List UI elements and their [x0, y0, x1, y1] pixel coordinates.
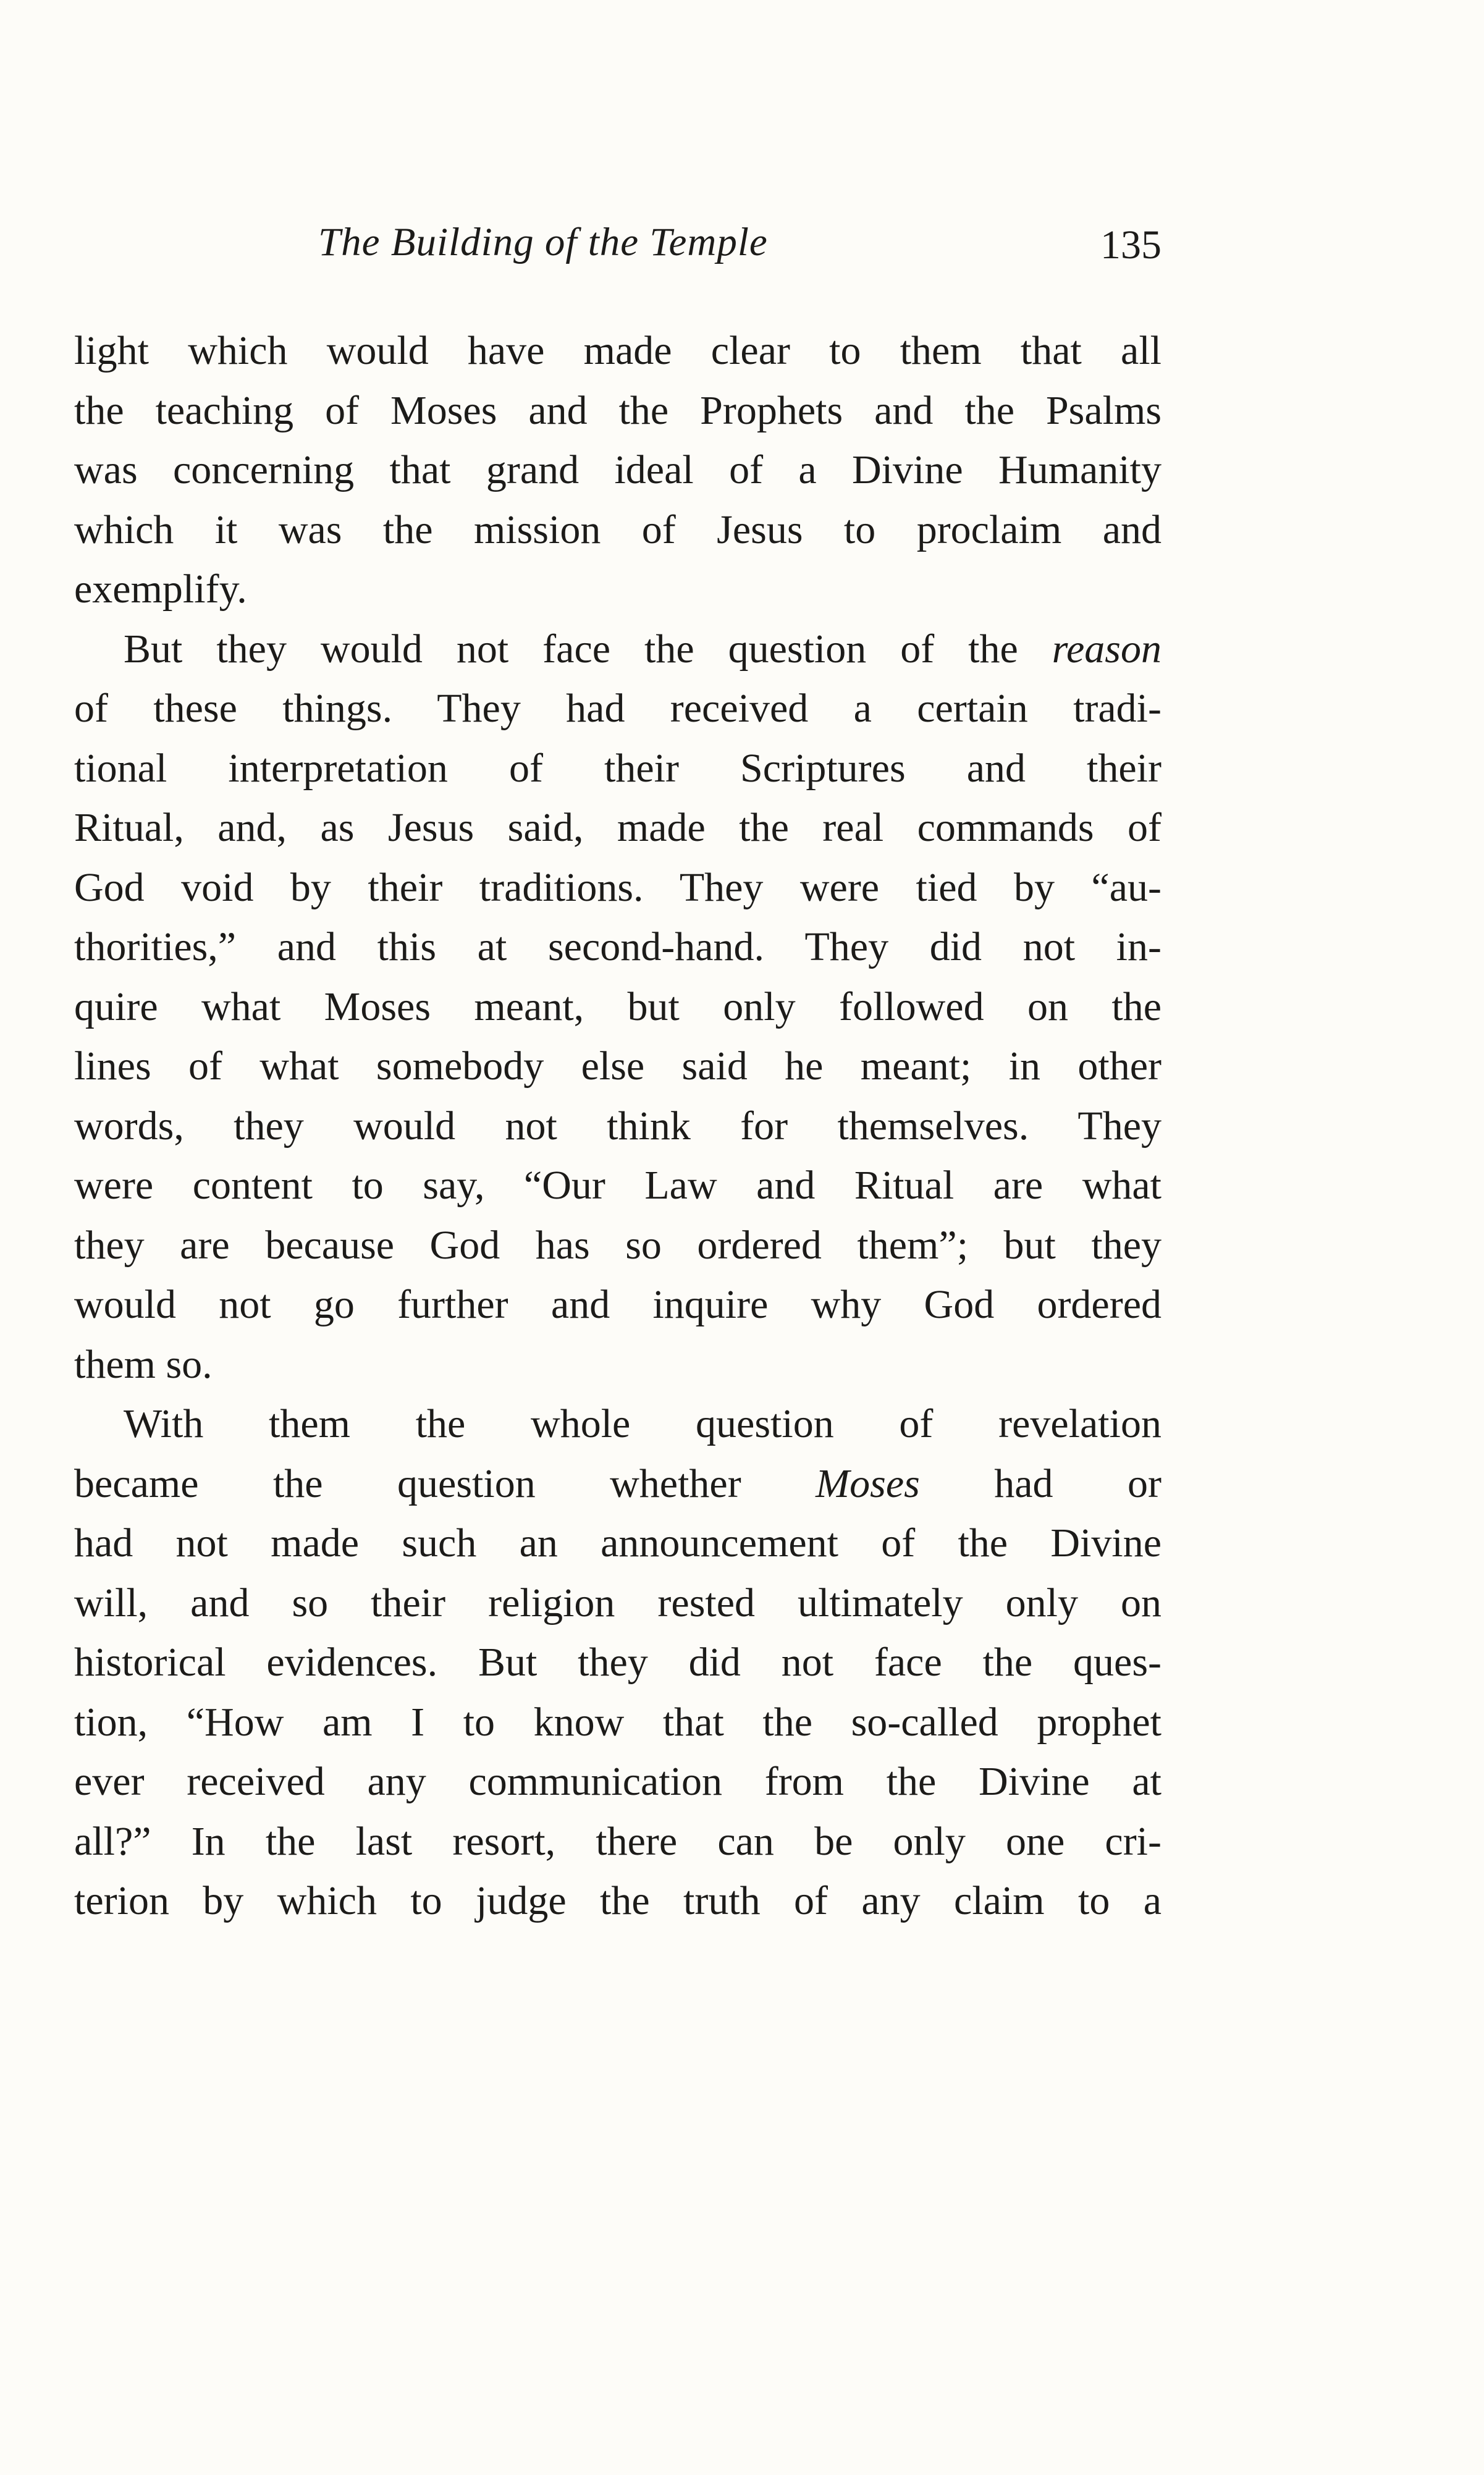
text-run: had or — [919, 1461, 1161, 1506]
text-line — [74, 1693, 1161, 1753]
italic-text: Moses — [816, 1461, 920, 1506]
text-run: thorities,” and this at second-hand. They did not in- — [74, 924, 1161, 969]
text-run: tional interpretation of their Scriptures and their — [74, 745, 1161, 791]
text-run: them so. — [74, 1341, 213, 1387]
text-line — [74, 1574, 1161, 1634]
text-line — [74, 500, 1161, 560]
text-line — [74, 560, 1161, 620]
text-run: light which would have made clear to them that all — [74, 328, 1161, 373]
text-line — [74, 1812, 1161, 1872]
text-run: which it was the mission of Jesus to proclaim and — [74, 507, 1161, 552]
text-line — [74, 858, 1161, 918]
italic-text: reason — [1052, 626, 1161, 672]
paragraph — [74, 620, 1161, 1395]
text-run: ever received any communication from the Divine at — [74, 1759, 1161, 1804]
text-run: would not go further and inquire why God ordered — [74, 1282, 1161, 1327]
text-run: had not made such an announcement of the Divine — [74, 1520, 1161, 1566]
text-line — [74, 977, 1161, 1037]
text-run: terion by which to judge the truth of any claim to a — [74, 1878, 1161, 1923]
page-number: 135 — [1100, 222, 1161, 268]
text-run: historical evidences. But they did not face the ques- — [74, 1640, 1161, 1685]
text-run: they are because God has so ordered them”; but they — [74, 1222, 1161, 1268]
text-line — [74, 1275, 1161, 1335]
text-run: the teaching of Moses and the Prophets and the Psalms — [74, 387, 1161, 433]
text-line — [74, 1216, 1161, 1276]
text-run: Ritual, and, as Jesus said, made the real commands of — [74, 805, 1161, 850]
text-run: tion, “How am I to know that the so-called prophet — [74, 1699, 1161, 1745]
text-line — [74, 620, 1161, 680]
text-line — [74, 798, 1161, 858]
text-line — [74, 1097, 1161, 1157]
text-run: was concerning that grand ideal of a Divine Humanity — [74, 447, 1161, 492]
text-line — [74, 739, 1161, 799]
text-line — [74, 441, 1161, 500]
text-line — [74, 1037, 1161, 1097]
text-line — [74, 1871, 1161, 1931]
text-run: of these things. They had received a certain tradi- — [74, 686, 1161, 731]
text-line — [74, 321, 1161, 381]
text-run: all?” In the last resort, there can be only one cri- — [74, 1818, 1161, 1864]
text-run: words, they would not think for themselves. They — [74, 1103, 1161, 1149]
text-line — [74, 1633, 1161, 1693]
text-line — [74, 381, 1161, 441]
text-line — [74, 1394, 1161, 1454]
text-run: became the question whether — [74, 1461, 816, 1506]
text-run: But they would not face the question of the — [124, 626, 1052, 672]
text-line — [74, 1454, 1161, 1514]
text-run: lines of what somebody else said he meant; in other — [74, 1044, 1161, 1089]
text-run: quire what Moses meant, but only followed on the — [74, 984, 1161, 1029]
text-run: were content to say, “Our Law and Ritual are what — [74, 1163, 1161, 1208]
text-line — [74, 679, 1161, 739]
text-line — [74, 1752, 1161, 1812]
running-head-title: The Building of the Temple — [318, 220, 768, 264]
text-run: God void by their traditions. They were tied by “au- — [74, 864, 1161, 910]
text-line — [74, 1335, 1161, 1395]
body-text — [74, 321, 1161, 1931]
text-run: exemplify. — [74, 567, 247, 612]
text-line — [74, 1514, 1161, 1574]
text-run: will, and so their religion rested ultimately only on — [74, 1580, 1161, 1625]
paragraph — [74, 321, 1161, 620]
paragraph — [74, 1394, 1161, 1931]
text-line — [74, 1156, 1161, 1216]
text-run: With them the whole question of revelation — [124, 1401, 1161, 1446]
running-head — [74, 219, 1161, 281]
text-line — [74, 917, 1161, 977]
